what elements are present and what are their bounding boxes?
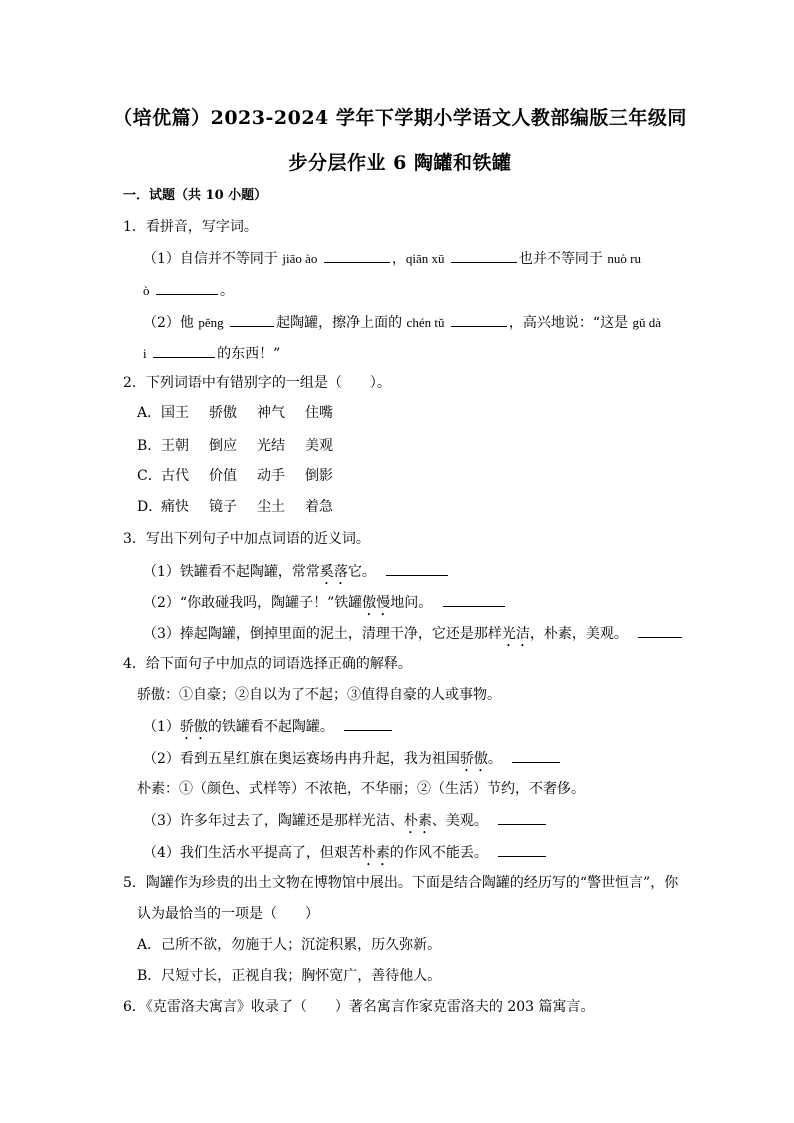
option-word: 倒影 <box>305 468 333 484</box>
option-word: 光结 <box>257 438 285 454</box>
sentence-text: （1） <box>143 719 180 735</box>
sentence-text: （3）捧起陶罐，倒掉里面的泥土，清理干净，它还是那样 <box>143 626 502 642</box>
sentence-text: ，朴素，美观。 <box>529 626 628 642</box>
q1-part1-text: （1）自信并不等同于 <box>143 251 283 267</box>
pinyin: ò <box>143 283 150 298</box>
q1-part1 <box>143 248 641 269</box>
pinyin: gǔ dà <box>632 315 662 330</box>
q4-definition-2: 朴素：①（颜色、式样等）不浓艳，不华丽；②（生活）节约，不奢侈。 <box>137 781 585 797</box>
q5-option-a: A．己所不欲，勿施于人；沉淀积累，历久弥新。 <box>137 937 442 953</box>
q1-part1-text: 也并不等同于 <box>518 251 608 267</box>
answer-blank[interactable] <box>386 561 448 576</box>
q1-part1-text: ， <box>391 251 406 267</box>
q4-definition-1: 骄傲：①自豪；②自以为了不起；③值得自豪的人或事物。 <box>137 687 501 703</box>
q4-sentence-3 <box>143 810 548 837</box>
document-title-line-1: （培优篇）2023-2024 学年下学期小学语文人教部编版三年级同 <box>113 107 687 129</box>
option-word: 着急 <box>305 499 333 515</box>
q3-stem: 3．写出下列句子中加点词语的近义词。 <box>123 531 370 547</box>
q2-option-d <box>137 497 353 517</box>
sentence-text: 、美观。 <box>431 813 488 829</box>
option-word: 动手 <box>257 468 285 484</box>
dotted-word: 骄傲 <box>459 751 488 767</box>
dotted-word: 骄傲 <box>179 719 208 735</box>
option-word: 王朝 <box>161 438 189 454</box>
option-word: 镜子 <box>209 499 237 515</box>
q4-sentence-2 <box>143 748 562 775</box>
answer-blank[interactable] <box>498 842 546 857</box>
q5-option-b: B．尺短寸长，正视自我；胸怀宽广，善待他人。 <box>137 968 442 984</box>
q5-stem-line-2: 认为最恰当的一项是（ ） <box>137 906 319 922</box>
dotted-word: 奚落 <box>319 564 348 580</box>
option-word: 尘土 <box>257 499 285 515</box>
option-label: C． <box>137 468 162 484</box>
q1-stem: 1．看拼音，写字词。 <box>123 219 258 235</box>
q1-part2-text: 的东西！” <box>217 346 281 362</box>
q1-part1-text: 。 <box>219 283 234 299</box>
option-label: B． <box>137 438 162 454</box>
pinyin: jiāo ào <box>282 251 318 266</box>
q3-sentence-2 <box>143 592 507 619</box>
answer-blank[interactable] <box>324 248 390 263</box>
option-word: 价值 <box>209 468 237 484</box>
q1-part2-text: ，高兴地说：“这是 <box>508 315 633 331</box>
pinyin: i <box>143 346 147 361</box>
q1-part2-text: 起陶罐，擦净上面的 <box>276 315 407 331</box>
q4-sentence-1 <box>143 716 394 743</box>
option-label: A． <box>137 405 162 421</box>
answer-blank[interactable] <box>230 312 274 327</box>
sentence-text: 地问。 <box>390 595 433 611</box>
sentence-text: 。 <box>487 751 502 767</box>
option-word: 国王 <box>161 405 189 421</box>
answer-blank[interactable] <box>498 810 546 825</box>
q3-sentence-1 <box>143 561 450 588</box>
option-word: 痛快 <box>161 499 189 515</box>
answer-blank[interactable] <box>638 623 682 638</box>
q4-sentence-4 <box>143 842 548 869</box>
q6-stem: 6．《克雷洛夫寓言》收录了（ ）著名寓言作家克雷洛夫的 203 篇寓言。 <box>123 999 595 1015</box>
sentence-text: 的铁罐看不起陶罐。 <box>207 719 334 735</box>
pinyin: chén tǔ <box>406 315 445 330</box>
option-word: 古代 <box>161 468 189 484</box>
option-word: 神气 <box>257 405 285 421</box>
dotted-word: 傲慢 <box>362 595 391 611</box>
q1-part2 <box>143 312 661 333</box>
q3-sentence-3 <box>143 623 684 650</box>
dotted-word: 朴素 <box>361 845 390 861</box>
q1-part2-cont <box>143 343 280 364</box>
q2-stem: 2．下列词语中有错别字的一组是（ ）。 <box>123 375 391 391</box>
section-heading: 一．试题（共 10 小题） <box>123 188 268 203</box>
sentence-text: （4）我们生活水平提高了，但艰苦 <box>143 845 362 861</box>
dotted-word: 光洁 <box>501 626 530 642</box>
sentence-text: 它。 <box>347 564 376 580</box>
pinyin: nuò ru <box>607 251 641 266</box>
sentence-text: （2）看到五星红旗在奥运赛场冉冉升起，我为祖国 <box>143 751 460 767</box>
option-word: 美观 <box>305 438 333 454</box>
document-title-line-2: 步分层作业 6 陶罐和铁罐 <box>288 152 512 174</box>
q2-option-b <box>137 436 353 456</box>
q2-option-c <box>137 466 353 486</box>
q1-part1-cont <box>143 280 234 301</box>
sentence-text: （1）铁罐看不起陶罐，常常 <box>143 564 320 580</box>
pinyin: qiān xū <box>405 251 445 266</box>
q5-stem-line-1: 5．陶罐作为珍贵的出土文物在博物馆中展出。下面是结合陶罐的经历写的“警世恒言”，你 <box>123 875 679 891</box>
option-word: 倒应 <box>209 438 237 454</box>
answer-blank[interactable] <box>451 312 507 327</box>
answer-blank[interactable] <box>443 592 505 607</box>
dotted-word: 朴素 <box>403 813 432 829</box>
sentence-text: （2）“你敢碰我吗，陶罐子！”铁罐 <box>143 595 363 611</box>
answer-blank[interactable] <box>153 343 215 358</box>
option-label: D． <box>137 499 163 515</box>
sentence-text: 的作风不能丢。 <box>389 845 488 861</box>
sentence-text: （3）许多年过去了，陶罐还是那样光洁、 <box>143 813 404 829</box>
answer-blank[interactable] <box>344 716 392 731</box>
q4-stem: 4．给下面句子中加点的词语选择正确的解释。 <box>123 656 412 672</box>
option-word: 骄傲 <box>209 405 237 421</box>
answer-blank[interactable] <box>512 748 560 763</box>
pinyin: pěng <box>198 315 224 330</box>
option-word: 住嘴 <box>305 405 333 421</box>
q2-option-a <box>137 403 353 423</box>
answer-blank[interactable] <box>451 248 517 263</box>
answer-blank[interactable] <box>156 280 218 295</box>
q1-part2-text: （2）他 <box>143 315 199 331</box>
